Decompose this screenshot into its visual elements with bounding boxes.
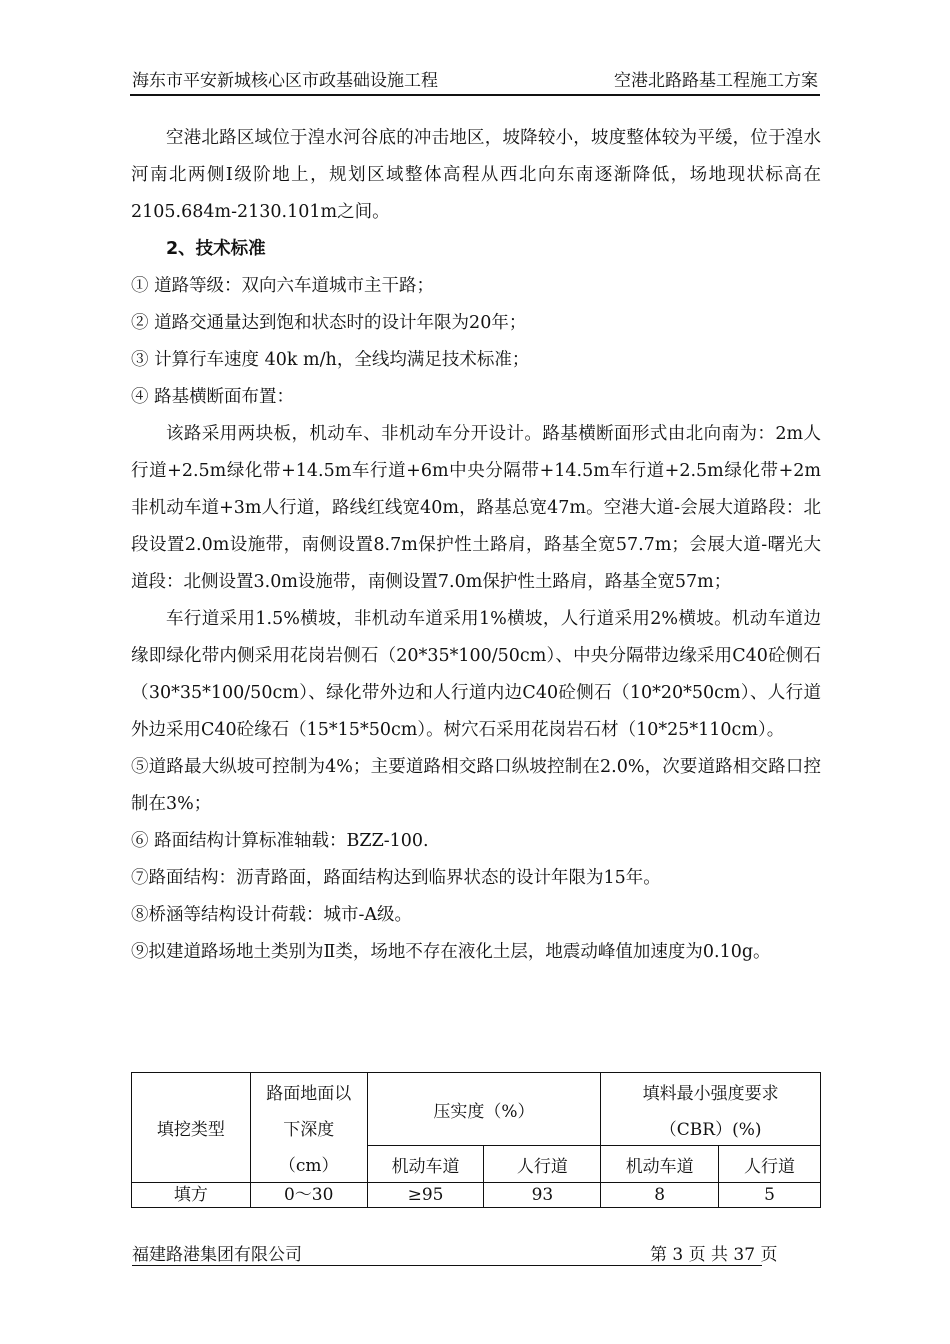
subheader-cbr-walkway: 人行道 — [719, 1146, 821, 1183]
header-depth-line-2: 下深度 — [250, 1109, 367, 1146]
section-heading: 2、技术标准 — [166, 239, 266, 259]
cell-cbr-walkway: 5 — [719, 1183, 821, 1208]
standard-item-3: ③ 计算行车速度 40k m/h，全线均满足技术标准； — [131, 350, 530, 370]
standard-item-9: ⑨拟建道路场地土类别为Ⅱ类，场地不存在液化土层，地震动峰值加速度为0.10g。 — [131, 942, 771, 962]
cell-compaction-walkway: 93 — [484, 1183, 601, 1208]
subheader-compaction-motor: 机动车道 — [367, 1146, 484, 1183]
footer-company: 福建路港集团有限公司 — [132, 1240, 762, 1266]
compaction-table — [131, 1072, 821, 1208]
intro-paragraph: 空港北路区域位于湟水河谷底的冲击地区，坡降较小，坡度整体较为平缓，位于湟水河南北两侧Ⅰ级阶地上，规划区域整体高程从西北向东南逐渐降低，场地现状标高在2105.684m-2130.101m之间。 — [131, 128, 821, 222]
cell-cbr-motor: 8 — [601, 1183, 719, 1208]
header-compaction: 压实度（%） — [367, 1073, 601, 1146]
page-footer — [130, 1240, 820, 1266]
header-strength-line-1: 填料最小强度要求 — [601, 1073, 821, 1110]
subheader-cbr-motor: 机动车道 — [601, 1146, 719, 1183]
header-depth-line-1: 路面地面以 — [250, 1073, 367, 1110]
footer-page-number: 第 3 页 共 37 页 — [650, 1245, 778, 1265]
subheader-compaction-walkway: 人行道 — [484, 1146, 601, 1183]
header-strength-line-2: （CBR）(%) — [601, 1109, 821, 1146]
header-document-title: 空港北路路基工程施工方案 — [614, 71, 818, 91]
standard-item-1: ① 道路等级：双向六车道城市主干路； — [131, 276, 435, 296]
cell-depth: 0～30 — [250, 1183, 367, 1208]
standard-item-4: ④ 路基横断面布置： — [131, 387, 295, 407]
page-header — [130, 62, 820, 96]
cross-section-paragraph: 该路采用两块板，机动车、非机动车分开设计。路基横断面形式由北向南为：2m人行道+2.5m绿化带+14.5m车行道+6m中央分隔带+14.5m车行道+2.5m绿化带+2m非机动车道+3m人行道，路线红线宽40m，路基总宽47m。空港大道-会展大道路段：北段设置2.0m设施带，南侧设置8.7m保护性土路肩，路基全宽57.7m；会展大道-曙光大道段：北侧设置3.0m设施带，南侧设置7.0m保护性土路肩，路基全宽57m； — [131, 424, 821, 592]
body-text — [131, 120, 821, 971]
standard-item-8: ⑧桥涵等结构设计荷载：城市-A级。 — [131, 905, 413, 925]
standard-item-7: ⑦路面结构：沥青路面，路面结构达到临界状态的设计年限为15年。 — [131, 868, 661, 888]
standard-item-6: ⑥ 路面结构计算标准轴载：BZZ-100. — [131, 831, 429, 851]
header-fill-type: 填挖类型 — [132, 1073, 251, 1183]
header-project-title: 海东市平安新城核心区市政基础设施工程 — [132, 71, 438, 91]
slope-paragraph: 车行道采用1.5%横坡，非机动车道采用1%横坡，人行道采用2%横坡。机动车道边缘即绿化带内侧采用花岗岩侧石（20*35*100/50cm）、中央分隔带边缘采用C40砼侧石（30*35*100/50cm）、绿化带外边和人行道内边C40砼侧石（10*20*50cm）、人行道外边采用C40砼缘石（15*15*50cm）。树穴石采用花岗岩石材（10*25*110cm）。 — [131, 609, 821, 740]
header-depth-line-3: （cm） — [250, 1146, 367, 1183]
standard-item-5: ⑤道路最大纵坡可控制为4%；主要道路相交路口纵坡控制在2.0%，次要道路相交路口控制在3%； — [131, 757, 821, 814]
table-row — [132, 1183, 821, 1208]
cell-fill-type: 填方 — [132, 1183, 251, 1208]
cell-compaction-motor: ≥95 — [367, 1183, 484, 1208]
standard-item-2: ② 道路交通量达到饱和状态时的设计年限为20年； — [131, 313, 527, 333]
